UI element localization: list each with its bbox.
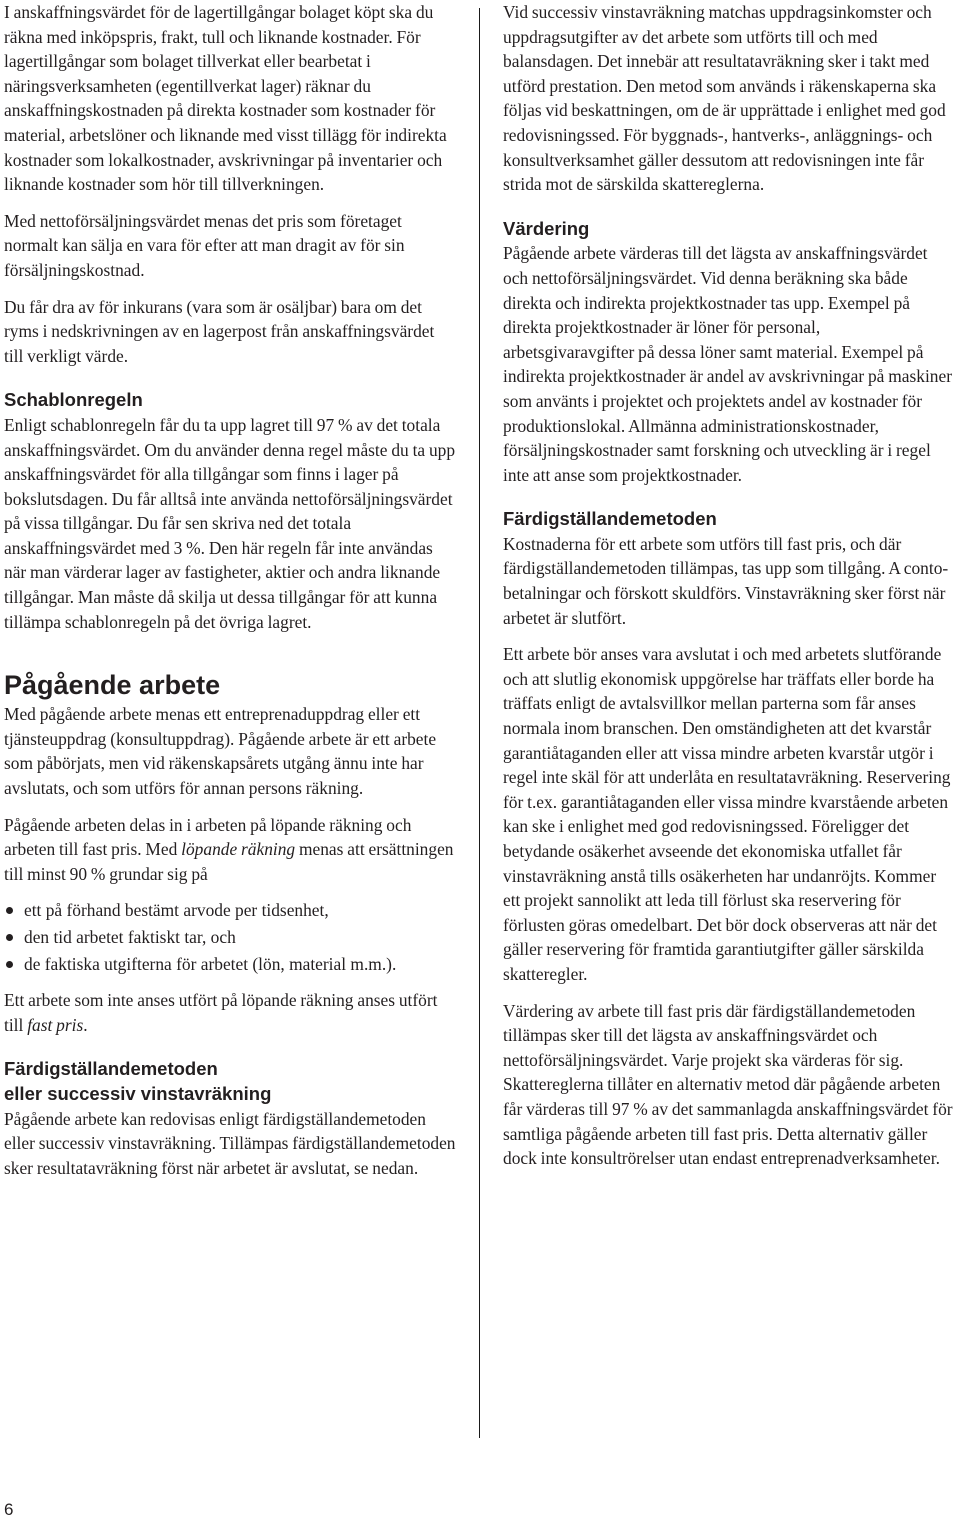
paragraph-fardigstallande-intro: Pågående arbete kan redovisas enligt färdigställandemetoden eller successiv vinstavräkning. Tillämpas färdigställandemetoden sker resultatavräkning först när arbetet är avslutat, se nedan.: [4, 1108, 456, 1178]
paragraph-fast-pris: [4, 988, 456, 1037]
page-number: 6: [4, 1500, 14, 1519]
bullet-icon: [6, 934, 13, 941]
paragraph-nettoforsaljningsvarde: Med nettoförsäljningsvärdet menas det pris som företaget normalt kan sälja en vara för efter att man dragit av för sin försäljningskostnad.: [4, 210, 405, 280]
heading-fardigstallandemetoden: Färdigställandemetoden: [503, 508, 717, 530]
bullet-list: [4, 898, 456, 976]
paragraph-successiv-vinstavrakning: Vid successiv vinstavräkning matchas uppdragsinkomster och uppdragsutgifter av det arbete som utförts till och med balansdagen. Det innebär att resultatavräkning sker i takt med utförd prestation. Den metod som används i räkenskaperna ska följas vid beskattningen, om de är upprättade i enlighet med god redovisningssed. För byggnads-, hantverks-, anläggnings- och konsultverksamhet gäller dessutom att redovisningen inte får strida mot de särskilda skattereglerna.: [503, 2, 946, 195]
column-divider: [479, 8, 480, 1438]
heading-schablonregeln: Schablonregeln: [4, 389, 143, 411]
heading-line: Färdigställandemetoden: [4, 1058, 218, 1080]
list-item-text: ett på förhand bestämt arvode per tidsenhet,: [24, 900, 329, 921]
right-column: [503, 0, 955, 1171]
heading-pagaende-arbete: Pågående arbete: [4, 670, 221, 701]
emphasis-lopande-rakning: löpande räkning: [181, 839, 296, 860]
heading-line: eller successiv vinstavräkning: [4, 1082, 272, 1104]
paragraph-pagaende-definition: Med pågående arbete menas ett entreprenaduppdrag eller ett tjänsteuppdrag (konsultuppdrag). Pågående arbete är ett arbete som påbörjats, men vid räkenskapsårets utgång ännu inte har avslutats, och som utförs för annan persons räkning.: [4, 704, 437, 799]
list-item-text: den tid arbetet faktiskt tar, och: [24, 927, 236, 947]
list-item: [4, 898, 456, 923]
paragraph-vardering: Pågående arbete värderas till det lägsta av anskaffningsvärdet och nettoförsäljningsvärdet. Vid denna beräkning ska både direkta och indirekta projektkostnader tas upp. Exempel på direkta projektkostnader är löner för personal, arbetsgivaravgifter på dessa löner samt material. Exempel på indirekta projektkostnader är andel av avskrivningar på maskiner som använts i projektet och projektets andel av kostnader för produktionslokal. Allmänna administrationskostnader, försäljningskostnader samt forskning och utveckling är i regel inte att anse som projektkostnader.: [503, 243, 952, 485]
bullet-icon: [6, 961, 13, 968]
paragraph-lopande-rakning: [4, 813, 456, 887]
left-column: [4, 0, 456, 1180]
heading-vardering: Värdering: [503, 217, 590, 239]
text-segment: Ett arbete som inte anses utfört på löpande räkning anses utfört till: [4, 990, 438, 1035]
paragraph-inkurans: Du får dra av för inkurans (vara som är osäljbar) bara om det ryms i nedskrivningen av en lagerpost från anskaffningsvärdet till verkligt värde.: [4, 296, 435, 366]
bullet-icon: [6, 907, 13, 914]
paragraph-avslutat-arbete: Ett arbete bör anses vara avslutat i och med arbetets slutförande och att slutlig ekonomisk uppgörelse har träffats eller borde ha träffats enligt de avtalsvillkor mellan parterna som får anses normala inom branschen. Den omständigheten att det kvarstår garantiåtaganden eller att vissa mindre arbeten kvarstår utgör i regel inte skäl för att underlåta en resultatavräkning. Reservering för t.ex. garantiåtaganden eller vissa mindre kvarstående arbeten kan ske i enlighet med god redovisningssed. Föreligger det betydande osäkerhet avseende det ekonomiska utfallet får vinstavräkning anstå tills osäkerheten har undanröjts. Kommer ett projekt sannolikt att leda till förlust ska reservering för förlusten göras omedelbart. Det bör dock observeras att när det gäller reservering för framtida garantiutgifter gäller särskilda skatteregler.: [503, 644, 951, 984]
list-item: [4, 952, 456, 977]
paragraph-schablonregeln: Enligt schablonregeln får du ta upp lagret till 97 % av det totala anskaffningsvärdet. Om du använder denna regel måste du ta upp anskaffningsvärdet för alla tillgångar som finns i lager på bokslutsdagen. Du får alltså inte använda nettoförsäljningsvärdet på vissa tillgångar. Du får sen skriva ned det totala anskaffningsvärdet med 3 %. Den här regeln får inte användas när man värderar lager av fastigheter, aktier och andra liknande tillgångar. Man måste då skilja ut dessa tillgångar för att kunna tillämpa schablonregeln på det övriga lagret.: [4, 414, 456, 632]
heading-fardigstallande-successiv: [4, 1057, 456, 1106]
list-item-text: de faktiska utgifterna för arbetet (lön, material m.m.).: [24, 953, 397, 974]
text-segment: menas att ersättningen till minst 90 % grundar sig på: [4, 839, 454, 884]
paragraph-anskaffningsvarde: I anskaffningsvärdet för de lagertillgångar bolaget köpt ska du räkna med inköpspris, frakt, tull och liknande kostnader. För lagertillgångar som bolaget tillverkat eller bearbetat i näringsverksamheten (egentillverkat lager) räknar du anskaffningskostnaden på direkta kostnader som kostnader för material, arbetslöner och liknande med visst tillägg för indirekta kostnader som lokalkostnader, avskrivningar på inventarier och liknande kostnader som hör till tillverkningen.: [4, 2, 447, 195]
list-item: [4, 925, 456, 950]
emphasis-fast-pris: fast pris: [27, 1014, 84, 1035]
text-segment: Pågående arbeten delas in i arbeten på löpande räkning och arbeten till fast pris. Med: [4, 814, 412, 860]
paragraph-fardigstallande-kostnader: Kostnaderna för ett arbete som utförs till fast pris, och där färdigställandemetoden tillämpas, tas upp som tillgång. A conto-betalningar och förskott skuldförs. Vinstavräkning sker först när arbetet är slutfört.: [503, 533, 949, 628]
text-segment: .: [83, 1014, 88, 1035]
paragraph-vardering-fast-pris: Värdering av arbete till fast pris där färdigställandemetoden tillämpas sker till det lägsta av anskaffningsvärdet och nettoförsäljningsvärdet. Varje projekt ska värderas för sig. Skattereglerna tillåter en alternativ metod där pågående arbeten får värderas till 97 % av det sammanlagda anskaffningsvärdet för samtliga pågående arbeten till fast pris. Detta alternativ gäller dock inte konsultrörelser utan endast entreprenadverksamheter.: [503, 1000, 953, 1169]
